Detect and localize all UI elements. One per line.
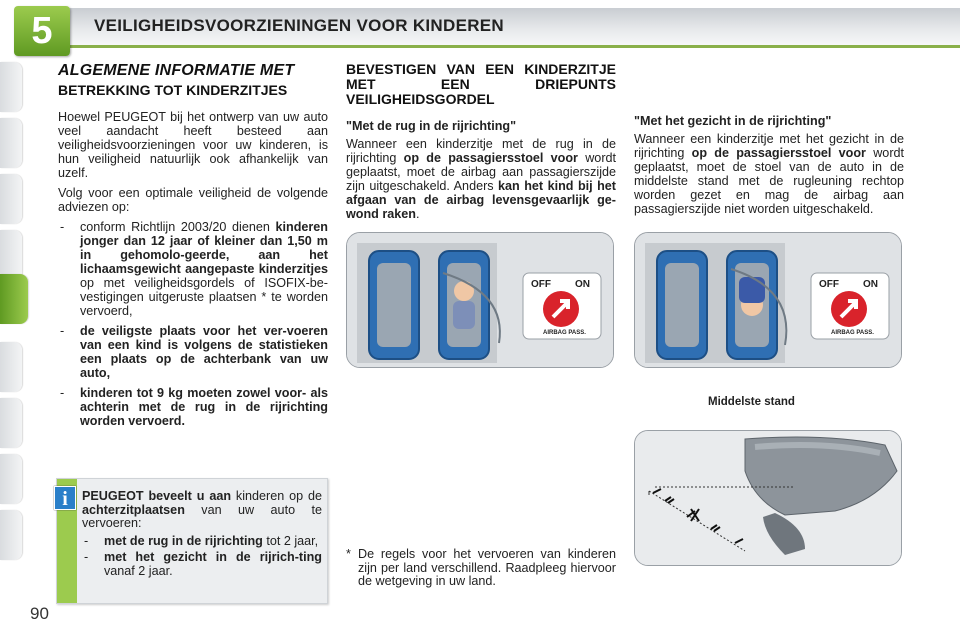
section-heading-fixing: BEVESTIGEN VAN EEN KINDERZITJE MET EEN DRIEPUNTS VEILIGHEIDSGORDEL [346, 61, 616, 107]
chapter-title: VEILIGHEIDSVOORZIENINGEN VOOR KINDEREN [94, 16, 505, 35]
car-interior-forward-facing-icon [635, 233, 902, 368]
footnote [346, 548, 616, 589]
side-tab[interactable] [0, 118, 22, 168]
chapter-side-tabs [0, 62, 30, 582]
middle-position-caption: Middelste stand [708, 396, 795, 408]
side-tab[interactable] [0, 510, 22, 560]
advice-paragraph: Volg voor een optimale veiligheid de volgende adviezen op: [58, 186, 328, 214]
side-tab[interactable] [0, 174, 22, 224]
side-tab[interactable] [0, 398, 22, 448]
info-box-text: PEUGEOT beveelt u aan kinderen op de achterzitplaatsen van uw auto te vervoeren: - met de rug in de rijrichting tot 2 jaar, - met het gezicht in de rijrich-ting vanaf 2 jaar. [82, 489, 323, 578]
airbag-off-label: OFF [819, 279, 839, 290]
seat-rail-icon [635, 431, 902, 566]
side-tab[interactable] [0, 230, 22, 280]
side-tab-active[interactable] [0, 274, 28, 324]
airbag-on-label: ON [575, 279, 590, 290]
side-tab[interactable] [0, 454, 22, 504]
section-heading: ALGEMENE INFORMATIE MET [58, 62, 295, 79]
advice-bullet-1: - conform Richtlijn 2003/20 dienen kinderen jonger dan 12 jaar of kleiner dan 1,50 m in gehomolo-geerde, aan het lichaamsgewicht aangepaste kinderzitjes op met veiligheidsgordels of ISOFIX-be-vestigingen uitgeruste plaatsen * te worden vervoerd, [60, 220, 328, 318]
left-column [58, 62, 328, 434]
info-item-1: - met de rug in de rijrichting tot 2 jaar, [84, 533, 319, 548]
middle-column [346, 62, 616, 227]
advice-bullet-3: - kinderen tot 9 kg moeten zowel voor- als achterin met de rug in de rijrichting worden vervoerd. [60, 386, 328, 428]
subheading-forward-facing: "Met het gezicht in de rijrichting" [634, 114, 832, 128]
airbag-pass-label: AIRBAG PASS. [543, 330, 586, 336]
seat-middle-position-illustration [634, 430, 902, 566]
side-tab[interactable] [0, 342, 22, 392]
footnote-text: De regels voor het vervoeren van kinderen zijn per land verschillend. Raadpleeg hiervoor de wetgeving in uw land. [358, 547, 616, 588]
airbag-pass-label: AIRBAG PASS. [831, 330, 874, 336]
rear-facing-text: Wanneer een kinderzitje met de rug in de rijrichting op de passagiersstoel voor wordt geplaatst, moet de airbag aan passagierszijde zijn uitgeschakeld. Anders kan het kind bij het afgaan van de airbag levensgevaarlijk ge-wond raken. [346, 137, 617, 221]
side-tab[interactable] [0, 62, 22, 112]
car-interior-rear-facing-icon [347, 233, 614, 368]
section-heading-line2: BETREKKING TOT KINDERZITJES [58, 82, 288, 98]
airbag-on-label: ON [863, 279, 878, 290]
right-column [634, 114, 904, 222]
rear-facing-seat-illustration [346, 232, 614, 368]
forward-facing-text: Wanneer een kinderzitje met het gezicht in de rijrichting op de passagiersstoel voor wordt geplaatst, moet de stoel van de auto in de middelste stand met de rugleuning rechtop worden gezet en mag de airbag aan passagierszijde niet worden uitgeschakeld. [634, 132, 905, 216]
footnote-star: * [346, 547, 351, 561]
chapter-number-badge: 5 [14, 6, 70, 56]
advice-bullet-2: - de veiligste plaats voor het ver-voeren van een kind is volgens de statistieken een plaats op de achterbank van uw auto, [60, 324, 328, 380]
chapter-header [0, 0, 960, 52]
subheading-rear-facing: "Met de rug in de rijrichting" [346, 119, 517, 133]
info-icon: i [54, 486, 76, 510]
page-number: 90 [30, 604, 49, 623]
airbag-off-label: OFF [531, 279, 551, 290]
info-item-2: - met het gezicht in de rijrich-ting vanaf 2 jaar. [84, 550, 322, 578]
intro-paragraph: Hoewel PEUGEOT bij het ontwerp van uw auto veel aandacht heeft besteed aan veiligheidsvoorzieningen voor uw kinderen, is hun veiligheid natuurlijk ook afhankelijk van uzelf. [58, 110, 328, 180]
forward-facing-seat-illustration [634, 232, 902, 368]
